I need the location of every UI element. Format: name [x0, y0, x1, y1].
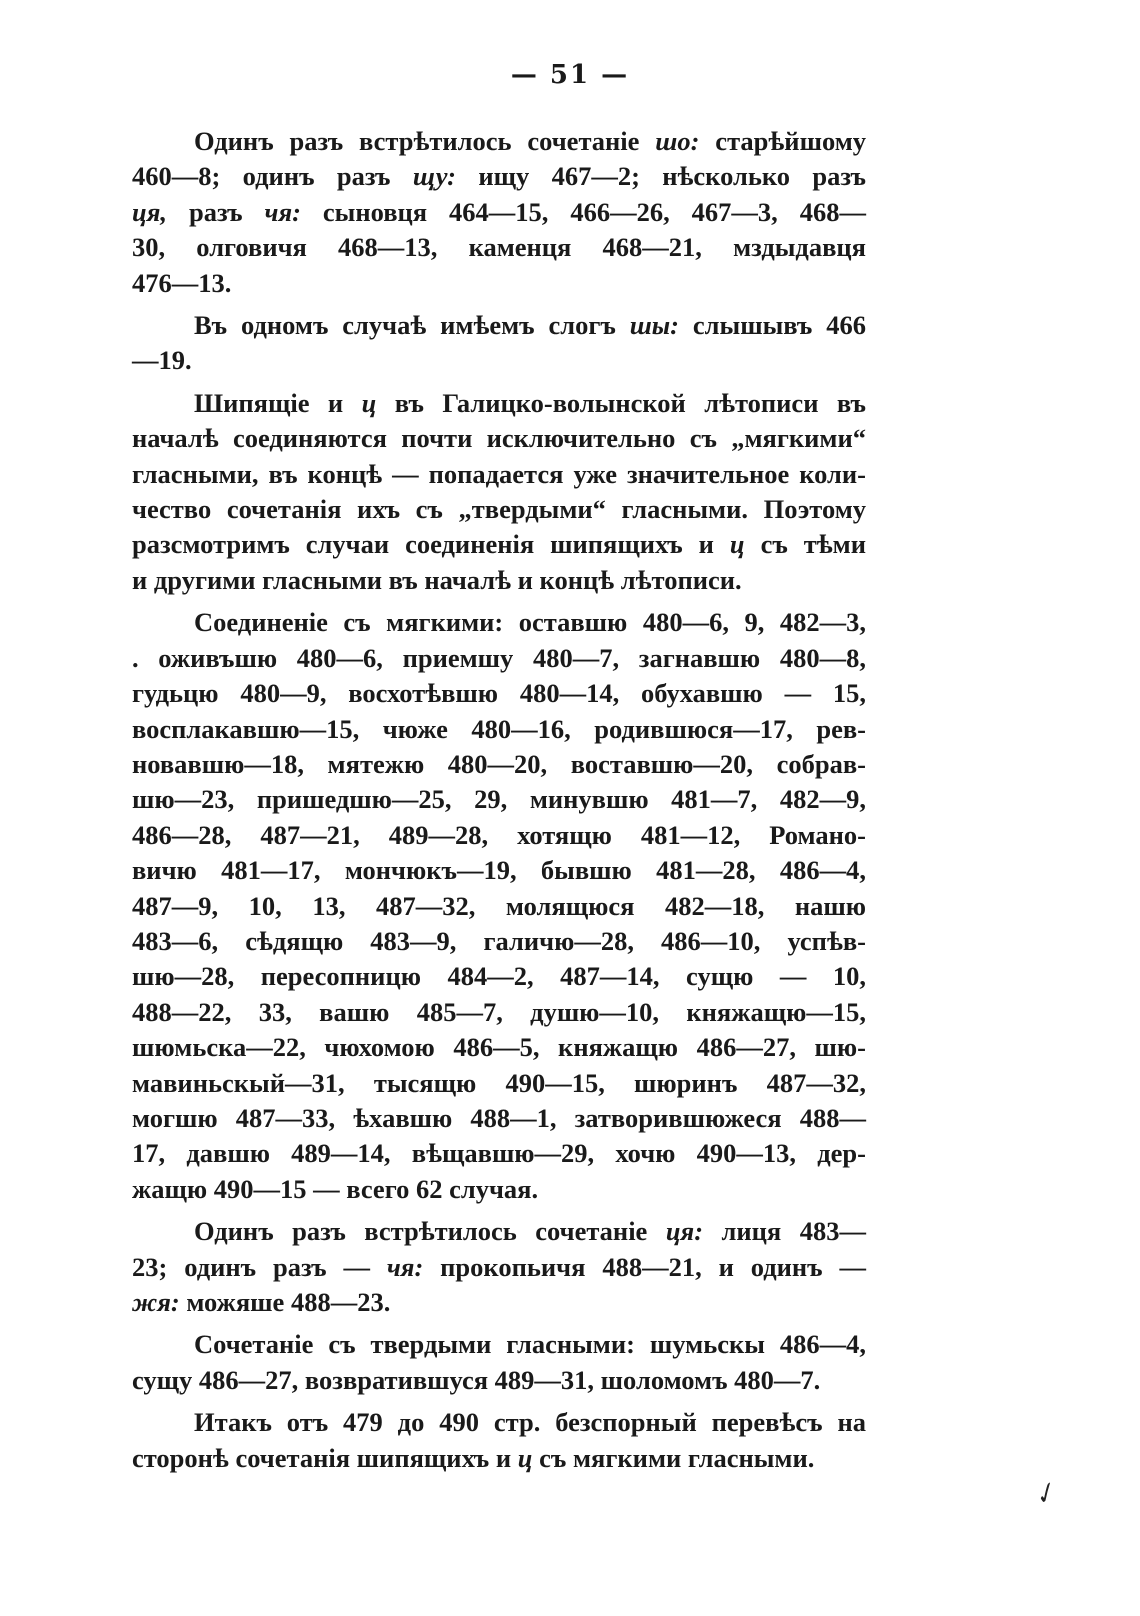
text-line: гласными, въ концѣ — попадается уже значительное коли- [132, 458, 866, 489]
paragraph [132, 386, 866, 598]
text-line: новавшю—18, мятежю 480—20, воставшю—20, собрав- [132, 748, 866, 779]
text-line: сущу 486—27, возвратившуся 489—31, шоломомъ 480—7. [132, 1364, 821, 1395]
text-line: шюмьска—22, чюхомою 486—5, княжащю 486—27, шю- [132, 1032, 866, 1063]
text-line: чество сочетанія ихъ съ „твердыми“ гласными. Поэтому [132, 494, 866, 525]
text-line: началѣ соединяются почти исключительно съ „мягкими“ [132, 423, 866, 454]
text-line: 486—28, 487—21, 489—28, хотящю 481—12, Романо- [132, 819, 866, 850]
body-text [132, 124, 866, 1483]
paragraph [132, 605, 866, 1207]
text-line: 476—13. [132, 267, 232, 298]
italic-term: щу: [412, 161, 456, 192]
italic-term: чя: [386, 1251, 424, 1282]
text-line: 460—8; одинъ разъ щу: ищу 467—2; нѣсколько разъ [132, 161, 867, 192]
text-line: и другими гласными въ началѣ и концѣ лѣтописи. [132, 564, 742, 595]
text-line: Итакъ отъ 479 до 490 стр. безспорный перевѣсъ на [194, 1407, 866, 1438]
italic-term: ц [729, 529, 745, 560]
text-line: Сочетаніе съ твердыми гласными: шумьскы 486—4, [194, 1329, 866, 1360]
italic-term: ця, [132, 196, 168, 227]
italic-term: жя: [132, 1287, 180, 1317]
text-line: жащю 490—15 — всего 62 случая. [132, 1173, 539, 1204]
italic-term: ц [361, 387, 377, 418]
text-line: 23; одинъ разъ — чя: прокопьичя 488—21, и одинъ — [132, 1251, 866, 1282]
text-line: Одинъ разъ встрѣтилось сочетаніе ця: лиця 483— [194, 1216, 866, 1247]
paragraph [132, 1405, 866, 1476]
text-line: ця, разъ чя: сыновця 464—15, 466—26, 467—3, 468— [132, 196, 866, 227]
italic-term: чя: [264, 196, 301, 227]
italic-term: шо: [655, 126, 700, 156]
paragraph [132, 124, 866, 301]
paragraph [132, 308, 866, 379]
text-line: шю—28, пересопницю 484—2, 487—14, сущю — 10, [132, 961, 866, 992]
text-line: 30, олговичя 468—13, каменця 468—21, мздыдавця [132, 232, 866, 263]
text-line: Одинъ разъ встрѣтилось сочетаніе шо: старѣйшому [194, 126, 866, 156]
text-line: 483—6, сѣдящю 483—9, галичю—28, 486—10, успѣв- [132, 925, 866, 956]
page-number: — 51 — [510, 60, 630, 90]
text-line: жя: можяше 488—23. [132, 1287, 391, 1317]
text-line: вичю 481—17, мончюкъ—19, бывшю 481—28, 486—4, [132, 855, 866, 886]
text-line: Шипящіе и ц въ Галицко-волынской лѣтописи въ [194, 387, 866, 418]
text-line: гудьцю 480—9, восхотѣвшю 480—14, обухавшю — 15, [132, 678, 866, 709]
text-line: 17, давшю 489—14, вѣщавшю—29, хочю 490—13, дер- [132, 1138, 866, 1169]
pencil-mark: ✓ [1028, 1476, 1063, 1514]
text-line: . оживъшю 480—6, приемшу 480—7, загнавшю 480—8, [132, 642, 866, 673]
text-line: разсмотримъ случаи соединенія шипящихъ и ц съ тѣми [132, 529, 866, 560]
text-line: Въ одномъ случаѣ имѣемъ слогъ шы: слышывъ 466 [194, 310, 866, 341]
italic-term: шы: [629, 310, 680, 341]
text-line: 488—22, 33, вашю 485—7, душю—10, княжащю—15, [132, 996, 866, 1027]
text-line: —19. [132, 345, 192, 376]
text-line: мавиньскый—31, тысящю 490—15, шюринъ 487—32, [132, 1067, 866, 1098]
text-line: могшю 487—33, ѣхавшю 488—1, затворившюжеся 488— [132, 1102, 866, 1133]
text-line: шю—23, пришедшю—25, 29, минувшю 481—7, 482—9, [132, 784, 866, 815]
italic-term: ц [517, 1442, 533, 1473]
paragraph [132, 1327, 866, 1398]
italic-term: ця: [665, 1216, 704, 1247]
text-line: восплакавшю—15, чюже 480—16, родившюся—17, рев- [132, 713, 866, 744]
text-line: 487—9, 10, 13, 487—32, молящюся 482—18, нашю [132, 890, 866, 921]
paragraph [132, 1214, 866, 1320]
text-line: сторонѣ сочетанія шипящихъ и ц съ мягкими гласными. [132, 1442, 815, 1473]
text-line: Соединеніе съ мягкими: оставшю 480—6, 9, 482—3, [194, 607, 866, 638]
